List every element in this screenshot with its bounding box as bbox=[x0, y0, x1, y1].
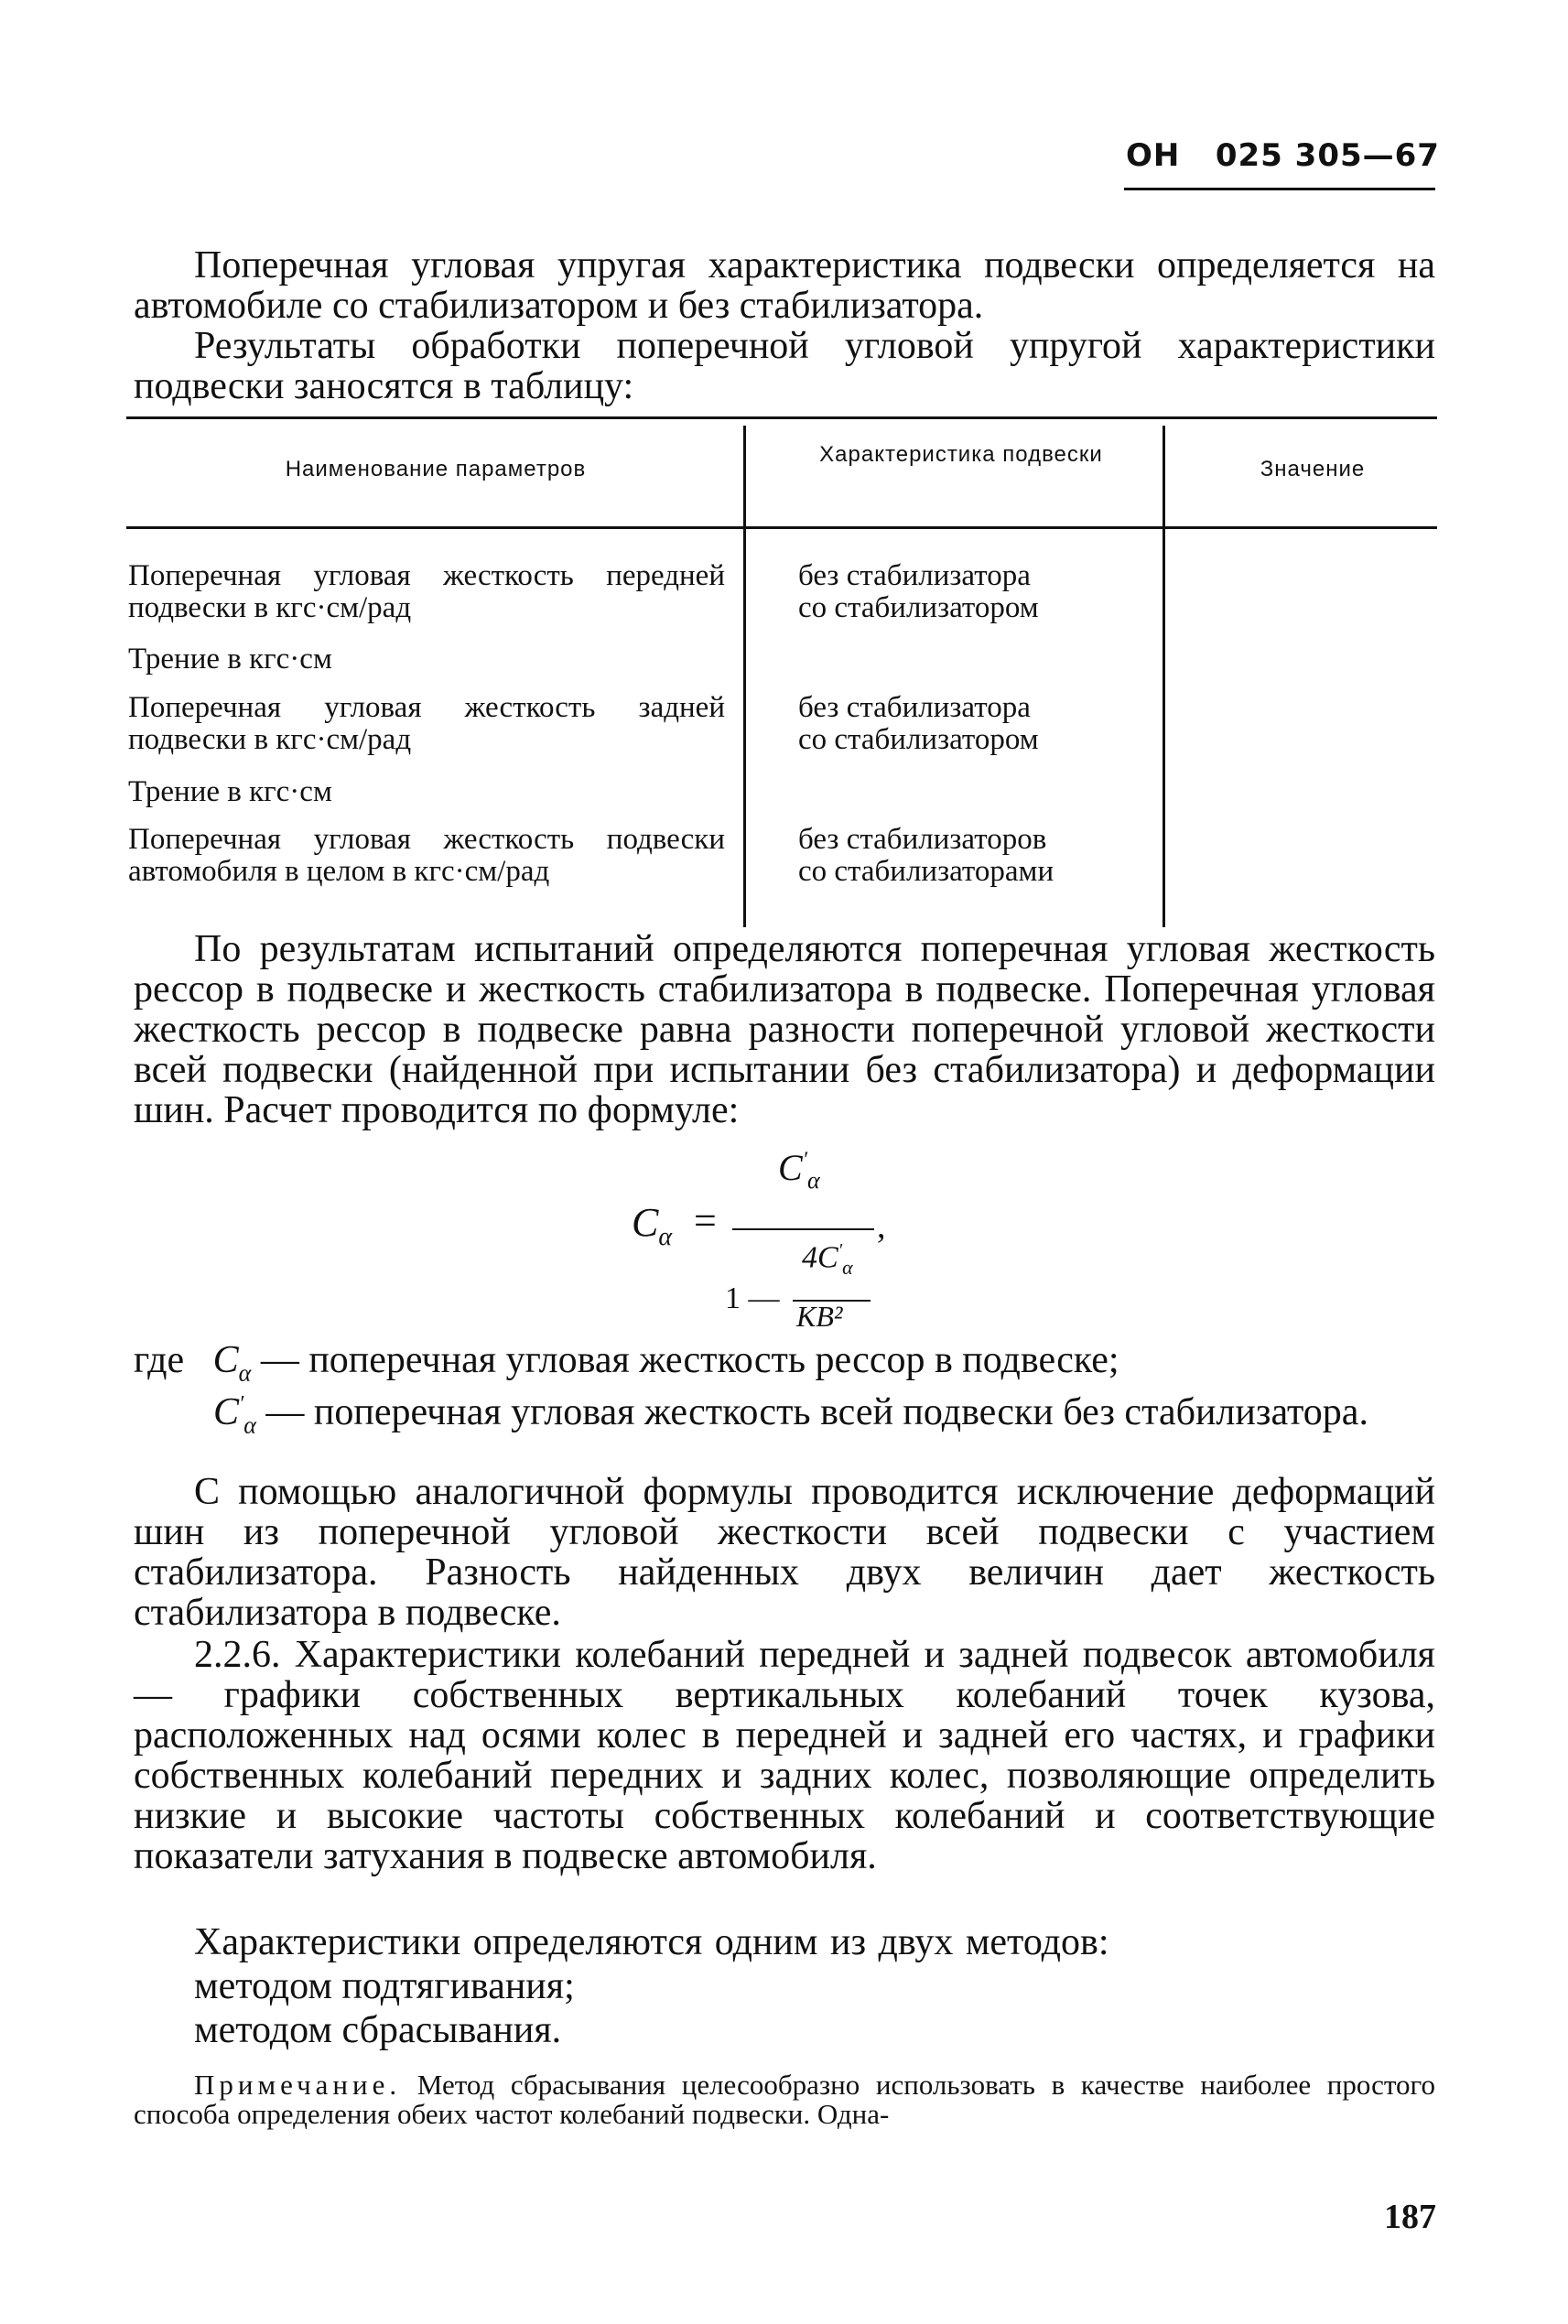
formula-equals: = bbox=[694, 1198, 717, 1243]
where-line-2: $C'_\alpha$ — поперечная угловая жесткость всей подвески без стабилизатора. bbox=[213, 1391, 1368, 1439]
formula-comma: , bbox=[877, 1207, 886, 1246]
page-number: 187 bbox=[1384, 2198, 1436, 2236]
formula-inner-denominator: KB² bbox=[796, 1300, 843, 1333]
section-2-2-6-paragraph: 2.2.6. Характеристики колебаний передней и задней подвесок автомобиля — графики собственных вертикальных колебаний точек кузова, расположенных над осями колес в передней и задней его частях, и графики собственных колебаний передних и задних колес, позволяющие определить низкие и высокие частоты собственных колебаний и соответствующие показатели затухания в подвеске автомобиля. bbox=[134, 1634, 1435, 1877]
where-line-1: где $C_\alpha$ — поперечная угловая жесткость рессор в подвеске; bbox=[134, 1339, 1119, 1387]
methods-intro: Характеристики определяются одним из двух методов: bbox=[194, 1921, 1109, 1963]
header-rule bbox=[1124, 188, 1435, 190]
table-header-rule bbox=[126, 526, 1437, 529]
formula-denominator-one: 1 — bbox=[725, 1281, 780, 1315]
table-row-param: Поперечная угловая жесткость передней подвески в кгс·см/рад bbox=[128, 559, 725, 624]
table-header-characteristic: Характеристика подвески bbox=[819, 442, 1103, 467]
table-row-param: Поперечная угловая жесткость задней подвески в кгс·см/рад bbox=[128, 691, 725, 756]
table-header-value: Значение bbox=[1260, 457, 1366, 481]
table-header-parameters: Наименование параметров bbox=[285, 457, 587, 481]
method-item: методом подтягивания; bbox=[194, 1965, 575, 2007]
table-row-char-2: со стабилизатором bbox=[798, 723, 1039, 756]
results-paragraph: По результатам испытаний определяются поперечная угловая жесткость рессор в подвеске и жесткость стабилизатора в подвеске. Поперечная угловая жесткость рессор в подвеске равна разности поперечной угловой жесткости всей подвески (найденной при испытании без стабилизатора) и деформации шин. Расчет проводится по формуле: bbox=[134, 928, 1435, 1131]
table-top-rule bbox=[126, 416, 1437, 419]
table-row-char-1: без стабилизатора bbox=[798, 559, 1031, 592]
table-row-char-1: без стабилизаторов bbox=[798, 823, 1047, 856]
table-row-param: Поперечная угловая жесткость подвески автомобиля в целом в кгс·см/рад bbox=[128, 823, 725, 888]
document-code: ОН 025 305—67 bbox=[1126, 137, 1440, 174]
formula-inner-numerator: $4C'_\alpha$ bbox=[802, 1240, 853, 1280]
intro-paragraph-2: Результаты обработки поперечной угловой упругой характеристики подвески заносятся в таблицу: bbox=[134, 325, 1435, 407]
table-row-param: Трение в кгс·см bbox=[128, 775, 332, 808]
formula-main-fraction-bar bbox=[732, 1228, 874, 1230]
intro-paragraph-1: Поперечная угловая упругая характеристика подвески определяется на автомобиле со стабилизатором и без стабилизатора. bbox=[134, 244, 1435, 327]
table-divider-1 bbox=[743, 426, 746, 927]
method-item: методом сбрасывания. bbox=[194, 2009, 562, 2051]
note-text: Метод сбрасывания целесообразно использовать в качестве наиболее простого способа определения обеих частот колебаний подвески. Одна- bbox=[134, 2069, 1435, 2130]
table-row-param: Трение в кгс·см bbox=[128, 643, 332, 676]
table-row-char-2: со стабилизаторами bbox=[798, 855, 1054, 888]
table-row-char-2: со стабилизатором bbox=[798, 591, 1039, 624]
formula-numerator: $C'_\alpha$ bbox=[778, 1147, 820, 1194]
table-row-char-1: без стабилизатора bbox=[798, 691, 1031, 724]
note-label: Примечание. bbox=[194, 2069, 402, 2101]
analog-paragraph: С помощью аналогичной формулы проводится исключение деформаций шин из поперечной угловой жесткости всей подвески с участием стабилизатора. Разность найденных двух величин дает жесткость стабилизатора в подвеске. bbox=[134, 1471, 1435, 1634]
note bbox=[134, 2070, 1435, 2129]
formula-lhs: $C_\alpha$ bbox=[632, 1200, 673, 1251]
table-divider-2 bbox=[1162, 426, 1165, 927]
